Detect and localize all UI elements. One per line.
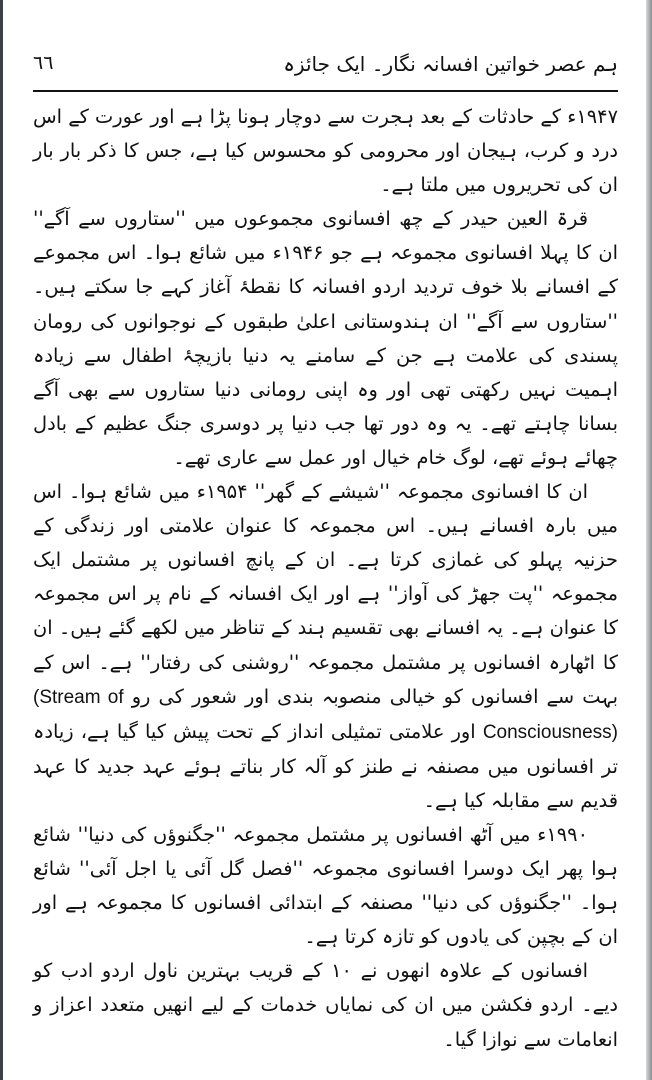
header-rule xyxy=(33,90,618,92)
page-number: ٦٦ xyxy=(33,52,54,74)
paragraph: قرۃ العین حیدر کے چھ افسانوی مجموعوں میں ''ستاروں سے آگے'' ان کا پہلا افسانوی مجموعہ ہے جو ۱۹۴۶ء میں شائع ہوا۔ اس مجموعے کے افسانے بلا خوف تردید اردو افسانہ کا نقطۂ آغاز کہے جا سکتے ہیں۔ ''ستاروں سے آگے'' ان ہندوستانی اعلیٰ طبقوں کے نوجوانوں کی رومان پسندی کی علامت ہے جن کے سامنے یہ دنیا بازیچۂ اطفال سے زیادہ اہمیت نہیں رکھتی تھی اور وہ اپنی رومانی دنیا ستاروں سے بھی آگے بسانا چاہتے تھے۔ یہ وہ دور تھا جب دنیا پر دوسری جنگ عظیم کے بادل چھائے ہوئے تھے، لوگ خام خیال اور عمل سے عاری تھے۔ xyxy=(33,207,618,469)
paragraph-text: اور علامتی تمثیلی انداز کے تحت پیش کیا گیا ہے، زیادہ تر افسانوں میں مصنفہ نے طنز کو آلہ کار بناتے ہوئے عہد جدید کا عہد قدیم سے مقابلہ کیا ہے۔ xyxy=(33,719,618,812)
english-term: (Stream of Consciousness) xyxy=(33,686,618,743)
paragraph xyxy=(33,475,618,818)
paragraph-text: ان کا افسانوی مجموعہ ''شیشے کے گھر'' ۱۹۵۴ء میں شائع ہوا۔ اس میں بارہ افسانے ہیں۔ اس مجموعہ کا عنوان علامتی اور زندگی کے حزنیہ پہلو کی غمازی کرتا ہے۔ ان کے پانچ افسانوں پر مشتمل ایک مجموعہ ''پت جھڑ کی آواز'' ہے اور ایک افسانہ کے نام پر اس مجموعہ کا عنوان ہے۔ یہ افسانے بھی تقسیم ہند کے تناظر میں لکھے گئے ہیں۔ ان کا اٹھارہ افسانوں پر مشتمل مجموعہ ''روشنی کی رفتار'' ہے۔ اس کے بہت سے افسانوں کو خیالی منصوبہ بندی اور شعور کی رو xyxy=(33,480,619,708)
paragraph: ۱۹۴۷ء کے حادثات کے بعد ہجرت سے دوچار ہونا پڑا ہے اور عورت کے اس درد و کرب، ہیجان اور محرومی کو محسوس کیا ہے، جس کا ذکر بار بار ان کی تحریروں میں ملتا ہے۔ xyxy=(33,105,618,197)
running-header xyxy=(33,52,618,88)
paragraph: ۱۹۹۰ء میں آٹھ افسانوں پر مشتمل مجموعہ ''جگنوؤں کی دنیا'' شائع ہوا پھر ایک دوسرا افسانوی مجموعہ ''فصل گل آئی یا اجل آئی'' شائع ہوا۔ ''جگنوؤں کی دنیا'' مصنفہ کے ابتدائی افسانوں کا مجموعہ ہے اور ان کے بچپن کی یادوں کو تازہ کرتا ہے۔ xyxy=(33,822,618,949)
body-text xyxy=(33,100,618,1057)
paragraph: افسانوں کے علاوہ انھوں نے ۱۰ کے قریب بہترین ناول اردو ادب کو دیے۔ اردو فکشن میں ان کی نمایاں خدمات کے لیے انھیں متعدد اعزاز و انعامات سے نوازا گیا۔ xyxy=(33,959,618,1051)
header-title: ہم عصر خواتین افسانہ نگار۔ ایک جائزہ xyxy=(283,52,618,76)
